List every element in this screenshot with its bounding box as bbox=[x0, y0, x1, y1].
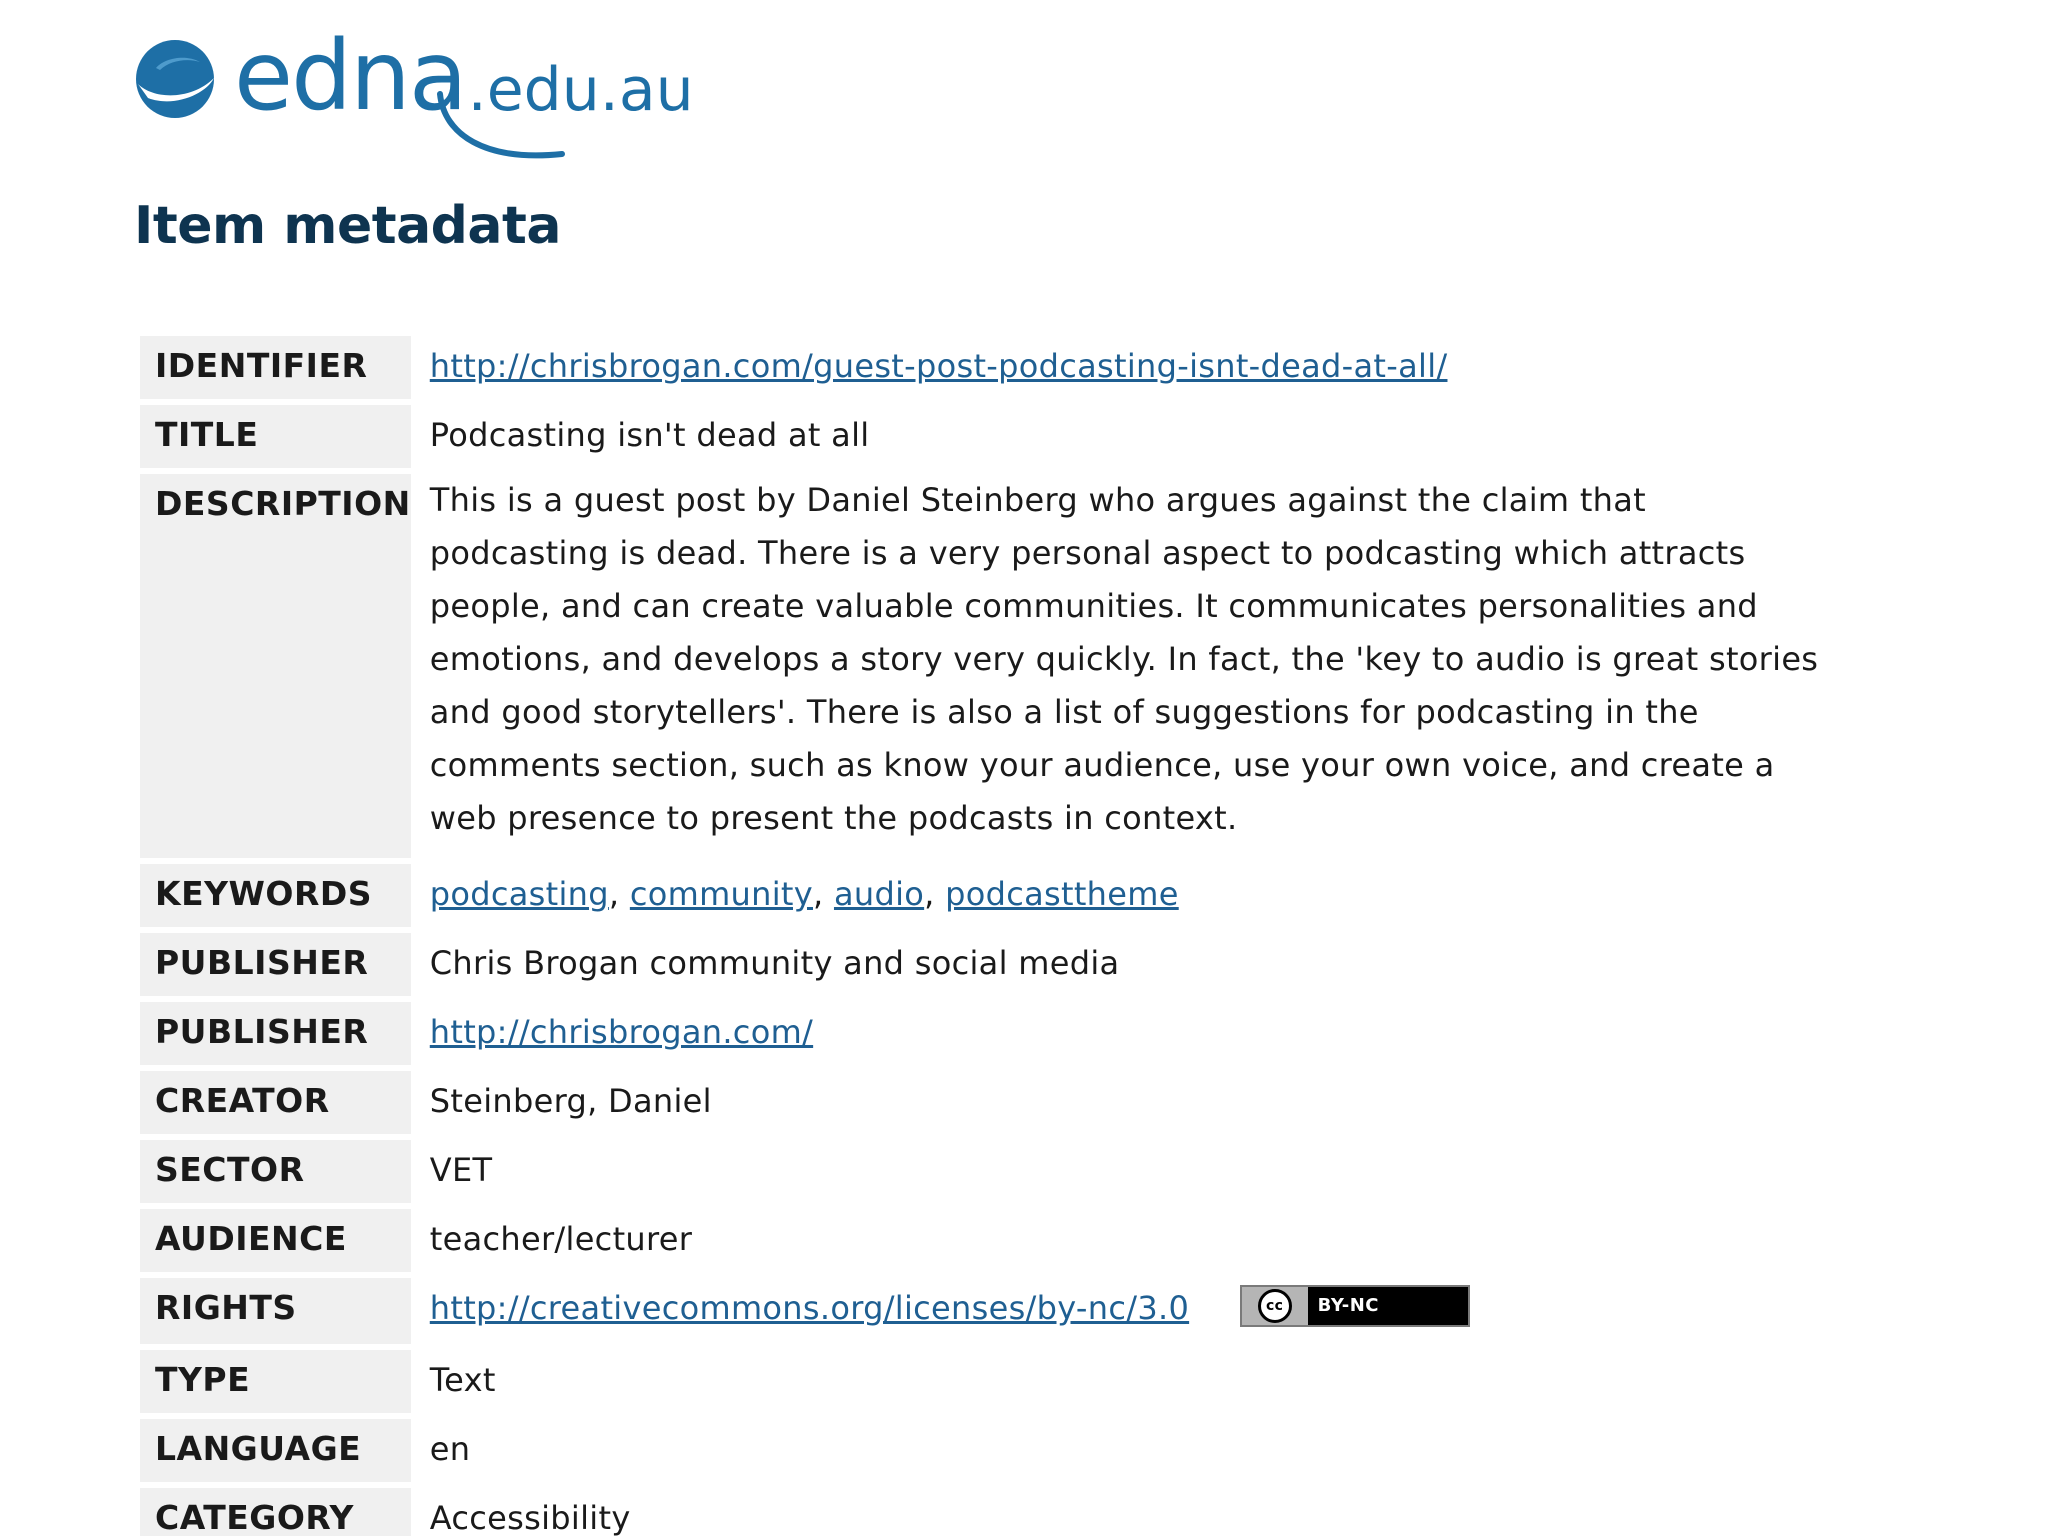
publisher-label: PUBLISHER bbox=[140, 1002, 411, 1065]
logo-swoosh-icon bbox=[434, 84, 574, 164]
table-row bbox=[140, 864, 1830, 927]
language-label: LANGUAGE bbox=[140, 1419, 411, 1482]
keyword-link-podcasttheme[interactable]: podcasttheme bbox=[945, 875, 1179, 913]
rights-license-link[interactable]: http://creativecommons.org/licenses/by-nc/3.0 bbox=[429, 1289, 1190, 1327]
keyword-separator: , bbox=[924, 875, 935, 913]
table-row bbox=[140, 1278, 1830, 1344]
keywords-label: KEYWORDS bbox=[140, 864, 411, 927]
type-value: Text bbox=[429, 1361, 496, 1399]
logo-wordmark: edna bbox=[234, 20, 466, 132]
keyword-link-audio[interactable]: audio bbox=[833, 875, 925, 913]
sector-value: VET bbox=[429, 1151, 493, 1189]
keyword-separator: , bbox=[813, 875, 824, 913]
table-row bbox=[140, 1140, 1830, 1203]
audience-label: AUDIENCE bbox=[140, 1209, 411, 1272]
identifier-label: IDENTIFIER bbox=[140, 336, 411, 399]
publisher-label: PUBLISHER bbox=[140, 933, 411, 996]
table-row bbox=[140, 1209, 1830, 1272]
rights-label: RIGHTS bbox=[140, 1278, 411, 1344]
creator-value: Steinberg, Daniel bbox=[429, 1082, 712, 1120]
sector-label: SECTOR bbox=[140, 1140, 411, 1203]
description-value: This is a guest post by Daniel Steinberg who argues against the claim that podcasting is dead. There is a very personal aspect to podcasting which attracts people, and can create valuable communities. It communicates personalities and emotions, and develops a story very quickly. In fact, the 'key to audio is great stories and good storytellers'. There is also a list of suggestions for podcasting in the comments section, such as know your audience, use your own voice, and create a web presence to present the podcasts in context. bbox=[429, 481, 1819, 837]
keyword-link-podcasting[interactable]: podcasting bbox=[429, 875, 609, 913]
logo-domain-suffix: .edu.au bbox=[467, 55, 694, 125]
publisher-name-value: Chris Brogan community and social media bbox=[429, 944, 1120, 982]
table-row bbox=[140, 1488, 1830, 1536]
keyword-separator: , bbox=[608, 875, 620, 913]
keyword-link-community[interactable]: community bbox=[629, 875, 813, 913]
table-row bbox=[140, 474, 1830, 858]
table-row bbox=[140, 1002, 1830, 1065]
category-value: Accessibility bbox=[429, 1499, 631, 1536]
cc-badge-label: BY-NC bbox=[1317, 1295, 1379, 1316]
table-row bbox=[140, 933, 1830, 996]
cc-by-nc-badge[interactable] bbox=[1240, 1285, 1470, 1327]
table-row bbox=[140, 405, 1830, 468]
table-row bbox=[140, 336, 1830, 399]
category-label: CATEGORY bbox=[140, 1488, 411, 1536]
creator-label: CREATOR bbox=[140, 1071, 411, 1134]
page-title: Item metadata bbox=[134, 196, 561, 256]
globe-logo-icon bbox=[134, 38, 216, 120]
type-label: TYPE bbox=[140, 1350, 411, 1413]
title-value: Podcasting isn't dead at all bbox=[429, 416, 870, 454]
metadata-table bbox=[140, 330, 1830, 1536]
language-value: en bbox=[429, 1430, 471, 1468]
table-row bbox=[140, 1419, 1830, 1482]
creative-commons-icon: cc bbox=[1258, 1289, 1292, 1323]
keywords-value bbox=[411, 864, 1830, 927]
description-label: DESCRIPTION bbox=[140, 474, 411, 858]
publisher-url-link[interactable]: http://chrisbrogan.com/ bbox=[429, 1013, 814, 1051]
title-label: TITLE bbox=[140, 405, 411, 468]
audience-value: teacher/lecturer bbox=[429, 1220, 693, 1258]
table-row bbox=[140, 1071, 1830, 1134]
identifier-link[interactable]: http://chrisbrogan.com/guest-post-podcasting-isnt-dead-at-all/ bbox=[429, 347, 1448, 385]
table-row bbox=[140, 1350, 1830, 1413]
edna-logo[interactable] bbox=[134, 20, 694, 148]
